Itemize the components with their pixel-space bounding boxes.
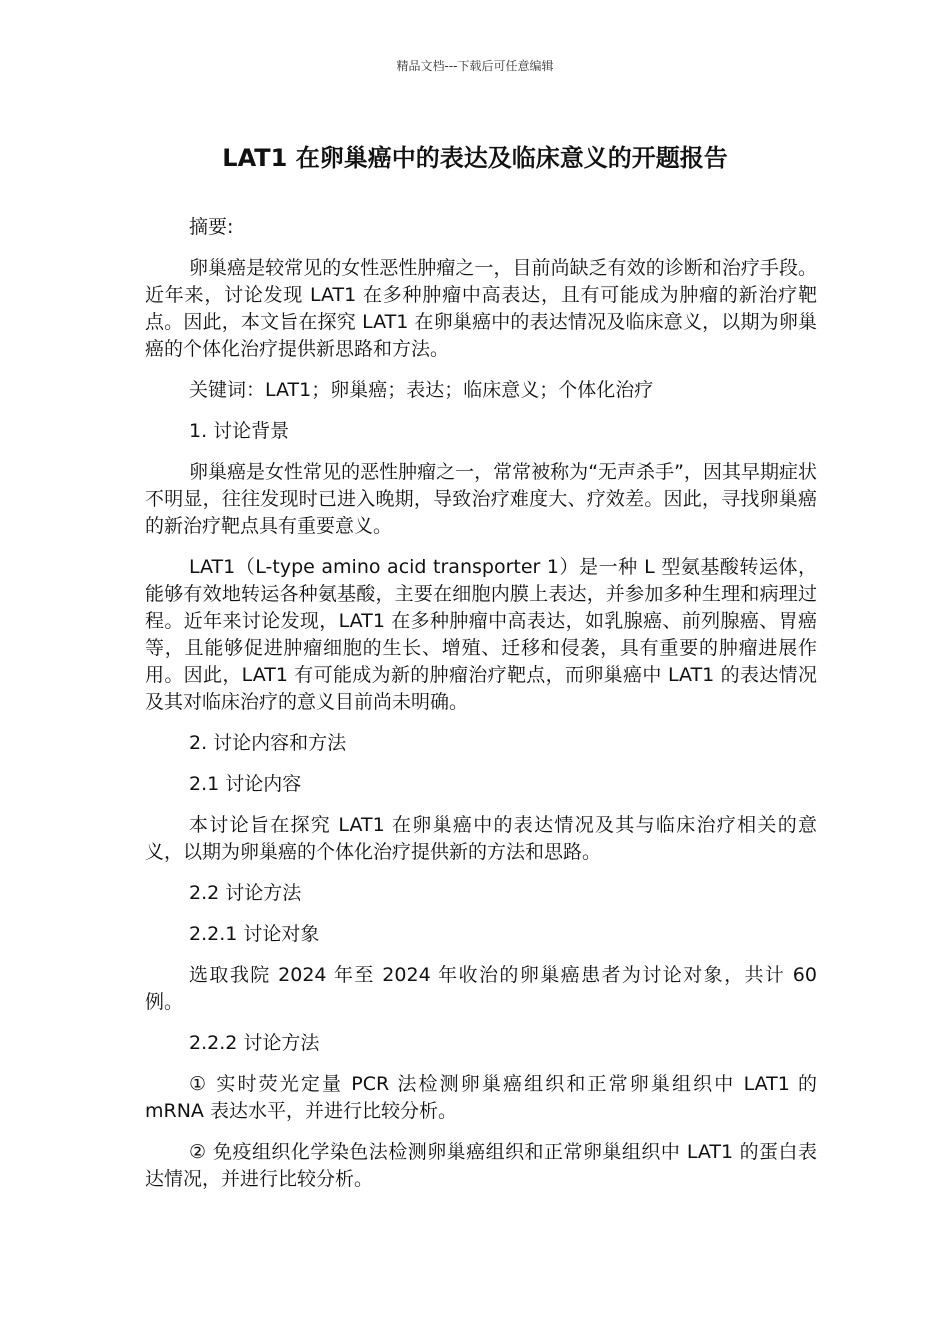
subsection-heading-content: 2.1 讨论内容 xyxy=(189,773,302,795)
section-heading-content-method: 2. 讨论内容和方法 xyxy=(189,732,347,754)
subsubsection-heading-subjects: 2.2.1 讨论对象 xyxy=(189,923,320,945)
keywords-line: 关键词：LAT1；卵巢癌；表达；临床意义；个体化治疗 xyxy=(189,379,654,401)
background-paragraph-2: LAT1（L-type amino acid transporter 1）是一种 L 型氨基酸转运体，能够有效地转运各种氨基酸，主要在细胞内膜上表达，并参加多种生理和病理过程。近年来讨论发现，LAT1 在多种肿瘤中高表达，如乳腺癌、前列腺癌、胃癌等，且能够促进肿瘤细胞的生长、增殖、迁移和侵袭，具有重要的肿瘤进展作用。因此，LAT1 有可能成为新的肿瘤治疗靶点，而卵巢癌中 LAT1 的表达情况及其对临床治疗的意义目前尚未明确。 xyxy=(145,556,817,713)
abstract-paragraph: 卵巢癌是较常见的女性恶性肿瘤之一，目前尚缺乏有效的诊断和治疗手段。近年来，讨论发现 LAT1 在多种肿瘤中高表达，且有可能成为肿瘤的新治疗靶点。因此，本文旨在探究 LAT1 在卵巢癌中的表达情况及临床意义，以期为卵巢癌的个体化治疗提供新思路和方法。 xyxy=(145,257,817,360)
page-header-note: 精品文档---下载后可任意编辑 xyxy=(396,59,554,73)
content-paragraph: 本讨论旨在探究 LAT1 在卵巢癌中的表达情况及其与临床治疗相关的意义，以期为卵巢癌的个体化治疗提供新的方法和思路。 xyxy=(145,814,817,863)
abstract-heading: 摘要: xyxy=(189,216,234,238)
method-item-1: ① 实时荧光定量 PCR 法检测卵巢癌组织和正常卵巢组织中 LAT1 的 mRNA 表达水平，并进行比较分析。 xyxy=(145,1073,817,1122)
document-body xyxy=(145,214,817,1207)
subsubsection-heading-methods: 2.2.2 讨论方法 xyxy=(189,1032,320,1054)
method-item-2: ② 免疫组织化学染色法检测卵巢癌组织和正常卵巢组织中 LAT1 的蛋白表达情况，并进行比较分析。 xyxy=(145,1141,817,1190)
section-heading-background: 1. 讨论背景 xyxy=(189,420,290,442)
background-paragraph-1: 卵巢癌是女性常见的恶性肿瘤之一，常常被称为“无声杀手”，因其早期症状不明显，往往发现时已进入晚期，导致治疗难度大、疗效差。因此，寻找卵巢癌的新治疗靶点具有重要意义。 xyxy=(145,461,817,537)
subjects-paragraph: 选取我院 2024 年至 2024 年收治的卵巢癌患者为讨论对象，共计 60 例。 xyxy=(145,964,817,1013)
document-title: LAT1 在卵巢癌中的表达及临床意义的开题报告 xyxy=(222,144,728,172)
subsection-heading-method: 2.2 讨论方法 xyxy=(189,882,302,904)
